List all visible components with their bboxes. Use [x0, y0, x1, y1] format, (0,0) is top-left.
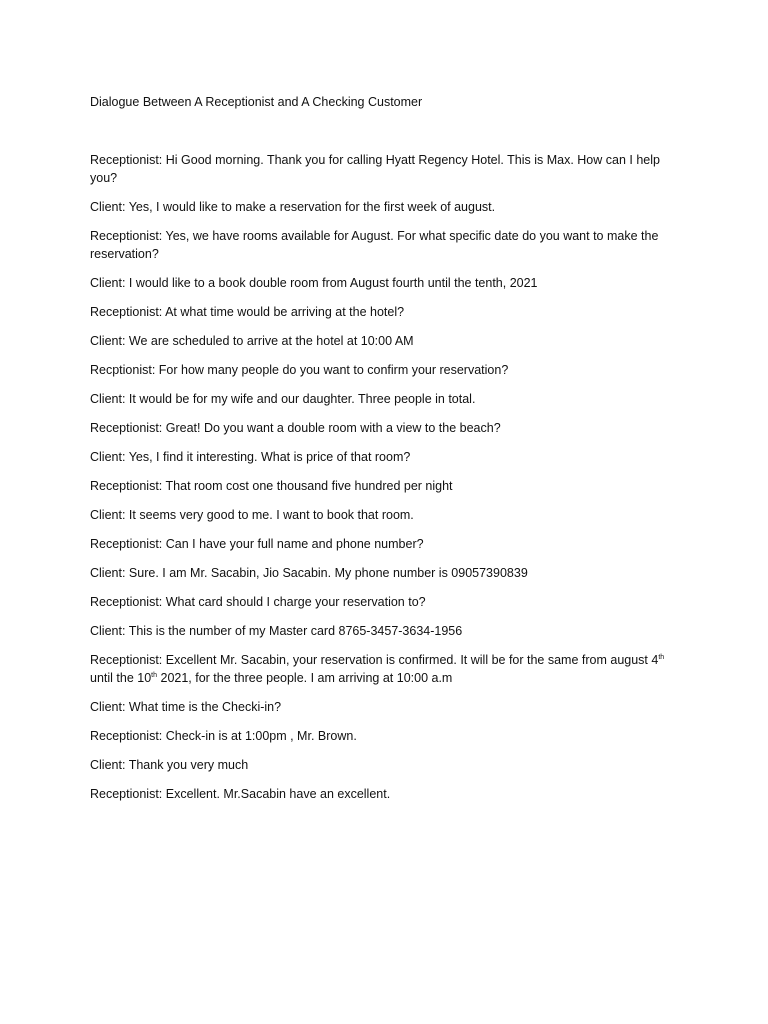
speaker-label: Client : — [90, 200, 129, 214]
speaker-label: Receptionist : — [90, 537, 166, 551]
utterance-text: 2021, for the three people. I am arriving at 10:00 a.m — [157, 671, 453, 685]
utterance-text: It seems very good to me. I want to book that room. — [128, 508, 414, 522]
utterance-text: We are scheduled to arrive at the hotel at 10:00 AM — [128, 334, 414, 348]
utterance-text: Check-in is at 1:00pm , Mr. Brown. — [165, 729, 357, 743]
speaker-label: Receptionist : — [90, 729, 166, 743]
dialogue-line — [90, 477, 680, 495]
dialogue-line — [90, 651, 680, 687]
dialogue-line — [90, 227, 680, 263]
speaker-label: Client : — [90, 624, 129, 638]
dialogue-line — [90, 622, 680, 640]
utterance-text: What card should I charge your reservation to? — [165, 595, 426, 609]
utterance-text: Excellent Mr. Sacabin, your reservation is confirmed. It will be for the same from august 4 — [165, 653, 659, 667]
speaker-label: Receptionist : — [90, 305, 165, 319]
utterance-text: For how many people do you want to confirm your reservation? — [158, 363, 509, 377]
utterance-text: Yes, I find it interesting. What is price of that room? — [128, 450, 411, 464]
document-title: Dialogue Between A Receptionist and A Checking Customer — [90, 95, 423, 109]
speaker-label: Client : — [90, 392, 129, 406]
utterance-text: Great! Do you want a double room with a view to the beach? — [165, 421, 501, 435]
superscript-text: th — [151, 671, 158, 679]
dialogue-line — [90, 506, 680, 524]
speaker-label: Receptionist : — [90, 421, 166, 435]
dialogue-line — [90, 390, 680, 408]
dialogue-line — [90, 448, 680, 466]
utterance-text: Hi Good morning. Thank you for calling Hyatt Regency Hotel. This is Max. How can I help you? — [90, 153, 660, 185]
speaker-label: Client : — [90, 508, 129, 522]
dialogue-line — [90, 564, 680, 582]
dialogue-line — [90, 756, 680, 774]
dialogue-line — [90, 593, 680, 611]
utterance-text: Yes, we have rooms available for August. For what specific date do you want to make the reservation? — [90, 229, 659, 261]
speaker-label: Receptionist : — [90, 653, 166, 667]
dialogue-line — [90, 535, 680, 553]
dialogue-line — [90, 727, 680, 745]
utterance-text: This is the number of my Master card 8765-3457-3634-1956 — [128, 624, 463, 638]
utterance-text: What time is the Checki-in? — [128, 700, 282, 714]
speaker-label: Receptionist : — [90, 787, 166, 801]
speaker-label: Receptionist : — [90, 595, 166, 609]
speaker-label: Client : — [90, 334, 129, 348]
dialogue-line — [90, 198, 680, 216]
speaker-label: Client : — [90, 758, 129, 772]
speaker-label: Client : — [90, 450, 129, 464]
dialogue-line — [90, 419, 680, 437]
dialogue-body — [90, 151, 680, 814]
speaker-label: Client : — [90, 276, 129, 290]
dialogue-line — [90, 785, 680, 803]
utterance-text: until the 10 — [90, 671, 152, 685]
utterance-text: Excellent. Mr.Sacabin have an excellent. — [165, 787, 391, 801]
speaker-label: Client : — [90, 566, 129, 580]
speaker-label: Client : — [90, 700, 129, 714]
superscript-text: th — [658, 653, 665, 661]
dialogue-line — [90, 151, 680, 187]
dialogue-line — [90, 698, 680, 716]
utterance-text: Yes, I would like to make a reservation for the first week of august. — [128, 200, 496, 214]
speaker-label: Receptionist : — [90, 479, 166, 493]
dialogue-line — [90, 332, 680, 350]
dialogue-line — [90, 303, 680, 321]
utterance-text: It would be for my wife and our daughter. Three people in total. — [128, 392, 476, 406]
dialogue-line — [90, 274, 680, 292]
speaker-label: Receptionist : — [90, 153, 166, 167]
utterance-text: Sure. I am Mr. Sacabin, Jio Sacabin. My phone number is 09057390839 — [128, 566, 528, 580]
utterance-text: That room cost one thousand five hundred per night — [165, 479, 453, 493]
utterance-text: At what time would be arriving at the hotel? — [165, 305, 405, 319]
utterance-text: Thank you very much — [128, 758, 249, 772]
speaker-label: Receptionist : — [90, 229, 166, 243]
speaker-label: Recptionist : — [90, 363, 159, 377]
utterance-text: Can I have your full name and phone number? — [165, 537, 424, 551]
utterance-text: I would like to a book double room from August fourth until the tenth, 2021 — [128, 276, 538, 290]
dialogue-line — [90, 361, 680, 379]
